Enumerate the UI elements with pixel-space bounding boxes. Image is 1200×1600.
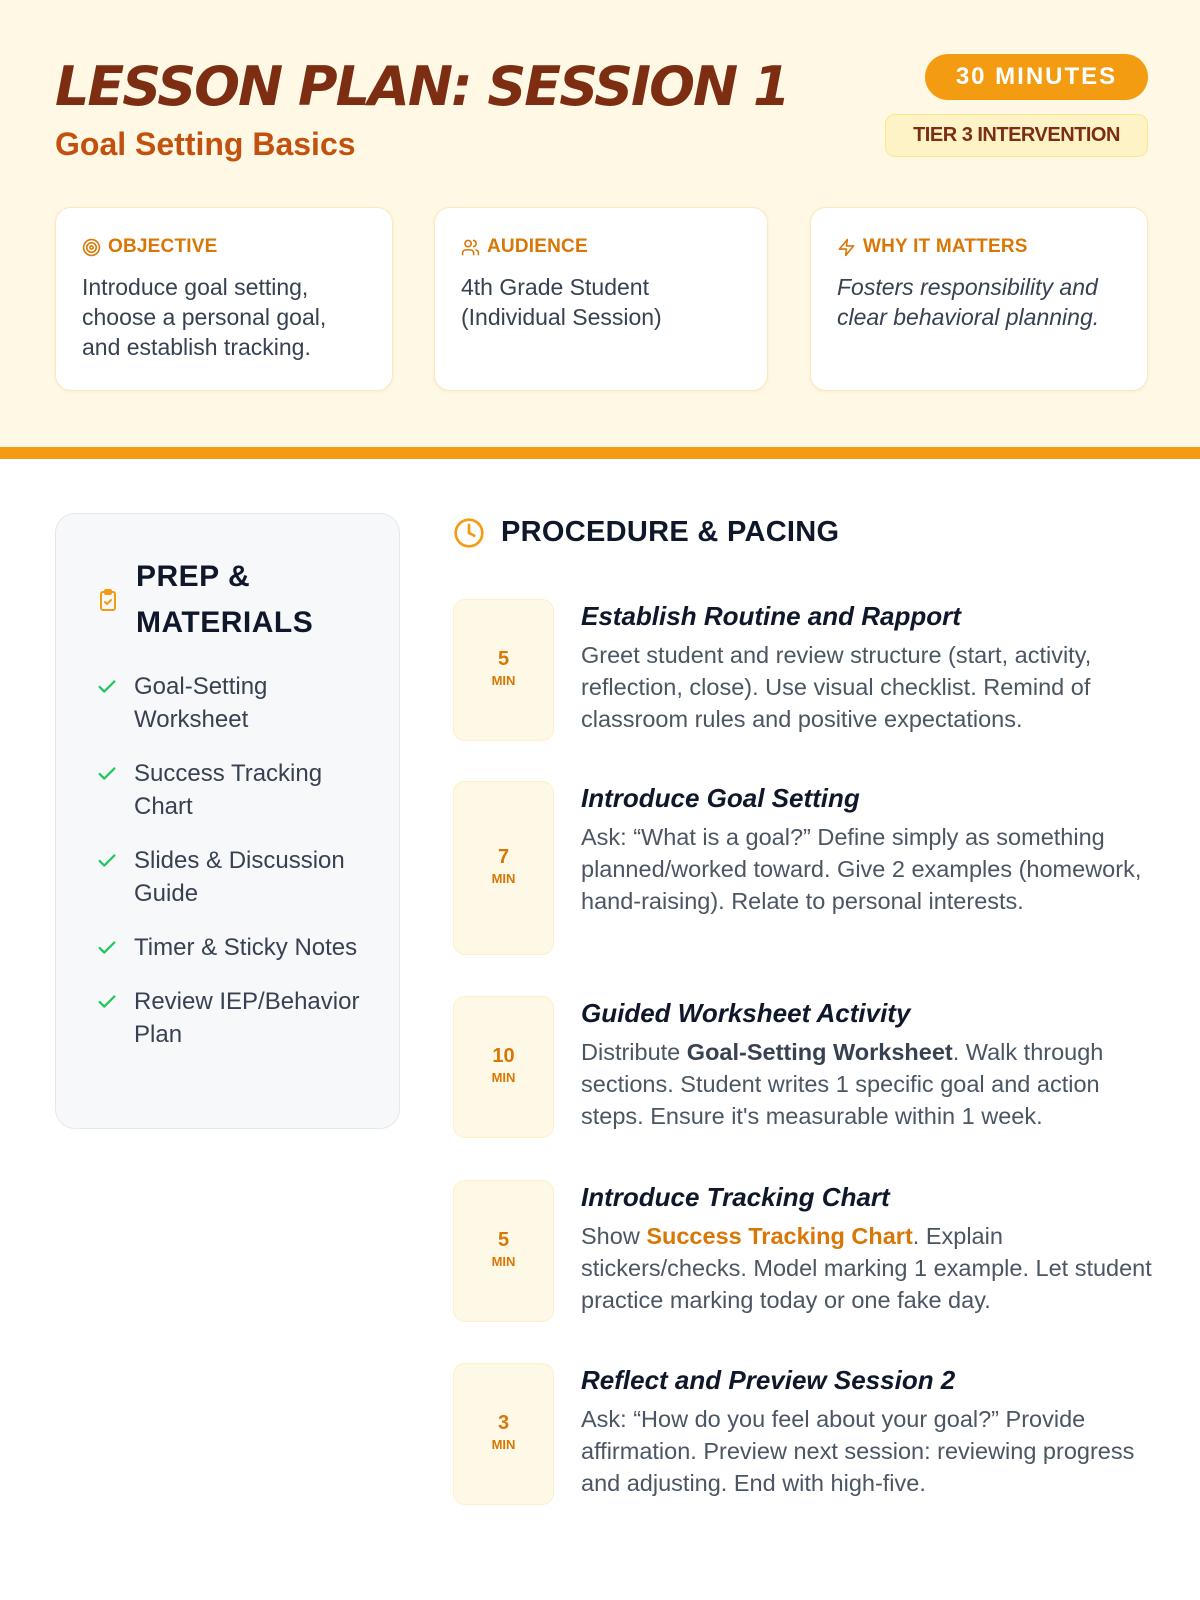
list-item xyxy=(96,985,364,1051)
clock-icon xyxy=(453,517,485,549)
step-body xyxy=(581,1363,1156,1499)
worksheet-name: Goal-Setting Worksheet xyxy=(686,1039,953,1065)
header-divider-bar xyxy=(0,447,1200,459)
step-unit: MIN xyxy=(491,673,516,688)
step-duration-box xyxy=(453,781,554,955)
page-title: LESSON PLAN: SESSION 1 xyxy=(55,55,789,118)
step-description: Ask: “How do you feel about your goal?” Provide affirmation. Preview next session: reviewing progress and adjusting. End with high-five. xyxy=(581,1406,1135,1496)
objective-text: Introduce goal setting, choose a personal goal, and establish tracking. xyxy=(82,274,327,360)
users-icon xyxy=(461,238,480,257)
step-body xyxy=(581,1180,1156,1316)
check-icon xyxy=(96,937,118,959)
objective-heading xyxy=(82,236,366,258)
procedure-title: PROCEDURE & PACING xyxy=(501,516,840,548)
step-title: Establish Routine and Rapport xyxy=(581,601,961,631)
target-icon xyxy=(82,238,101,257)
step-minutes: 5 xyxy=(497,648,510,670)
prep-materials-heading xyxy=(96,554,336,646)
step-text: Distribute xyxy=(581,1039,687,1065)
step-duration-box xyxy=(453,1363,554,1505)
procedure-heading xyxy=(453,516,839,549)
tier-badge: TIER 3 INTERVENTION xyxy=(885,114,1148,157)
zap-icon xyxy=(837,238,856,257)
step-body xyxy=(581,599,1156,735)
step-body xyxy=(581,996,1156,1132)
why-it-matters-heading-label: WHY IT MATTERS xyxy=(863,236,1028,257)
objective-card xyxy=(55,207,393,391)
duration-badge: 30 MINUTES xyxy=(925,54,1148,100)
step-body xyxy=(581,781,1156,917)
step-minutes: 5 xyxy=(497,1229,510,1251)
step-duration-box xyxy=(453,1180,554,1322)
check-icon xyxy=(96,763,118,785)
page-subtitle: Goal Setting Basics xyxy=(55,126,356,162)
step-minutes: 7 xyxy=(497,846,510,868)
step-title: Introduce Goal Setting xyxy=(581,783,860,813)
step-minutes: 10 xyxy=(492,1045,515,1067)
material-label: Success Tracking Chart xyxy=(134,760,323,820)
check-icon xyxy=(96,991,118,1013)
step-description: Ask: “What is a goal?” Define simply as something planned/worked toward. Give 2 examples (homework, hand-raising). Relate to personal interests. xyxy=(581,824,1142,914)
material-label: Slides & Discussion Guide xyxy=(134,847,345,907)
check-icon xyxy=(96,850,118,872)
step-title: Reflect and Preview Session 2 xyxy=(581,1365,956,1395)
list-item xyxy=(96,757,364,823)
step-minutes: 3 xyxy=(497,1412,510,1434)
step-text: Show xyxy=(581,1223,647,1249)
material-label: Timer & Sticky Notes xyxy=(134,934,358,961)
step-unit: MIN xyxy=(491,1437,516,1452)
step-description: Greet student and review structure (start, activity, reflection, close). Use visual checklist. Remind of classroom rules and positive expectations. xyxy=(581,642,1092,732)
step-unit: MIN xyxy=(491,1254,516,1269)
audience-text: 4th Grade Student (Individual Session) xyxy=(461,274,662,330)
step-unit: MIN xyxy=(491,871,516,886)
materials-list xyxy=(96,670,364,1072)
step-text: . Explain stickers/checks. Model marking 1 example. Let student practice marking today or one fake day. xyxy=(581,1223,1152,1313)
list-item xyxy=(96,670,364,736)
step-description xyxy=(581,1220,1156,1316)
material-label: Review IEP/Behavior Plan xyxy=(134,988,360,1048)
material-label: Goal-Setting Worksheet xyxy=(134,673,268,733)
step-description xyxy=(581,1036,1156,1132)
step-duration-box xyxy=(453,996,554,1138)
audience-heading xyxy=(461,236,741,258)
step-title: Introduce Tracking Chart xyxy=(581,1182,890,1212)
prep-materials-panel xyxy=(55,513,400,1129)
why-it-matters-text: Fosters responsibility and clear behavioral planning. xyxy=(837,274,1100,330)
audience-card xyxy=(434,207,768,391)
list-item xyxy=(96,931,364,964)
step-text: . Walk through sections. Student writes 1 specific goal and action steps. Ensure it's measurable within 1 week. xyxy=(581,1039,1104,1129)
objective-heading-label: OBJECTIVE xyxy=(108,236,218,257)
list-item xyxy=(96,844,364,910)
audience-heading-label: AUDIENCE xyxy=(487,236,588,257)
clipboard-check-icon xyxy=(96,588,120,612)
prep-materials-title: PREP & MATERIALS xyxy=(136,560,314,639)
check-icon xyxy=(96,676,118,698)
why-it-matters-card xyxy=(810,207,1148,391)
step-title: Guided Worksheet Activity xyxy=(581,998,911,1028)
step-duration-box xyxy=(453,599,554,741)
step-unit: MIN xyxy=(491,1070,516,1085)
tracking-chart-name: Success Tracking Chart xyxy=(646,1223,913,1249)
why-it-matters-heading xyxy=(837,236,1121,258)
